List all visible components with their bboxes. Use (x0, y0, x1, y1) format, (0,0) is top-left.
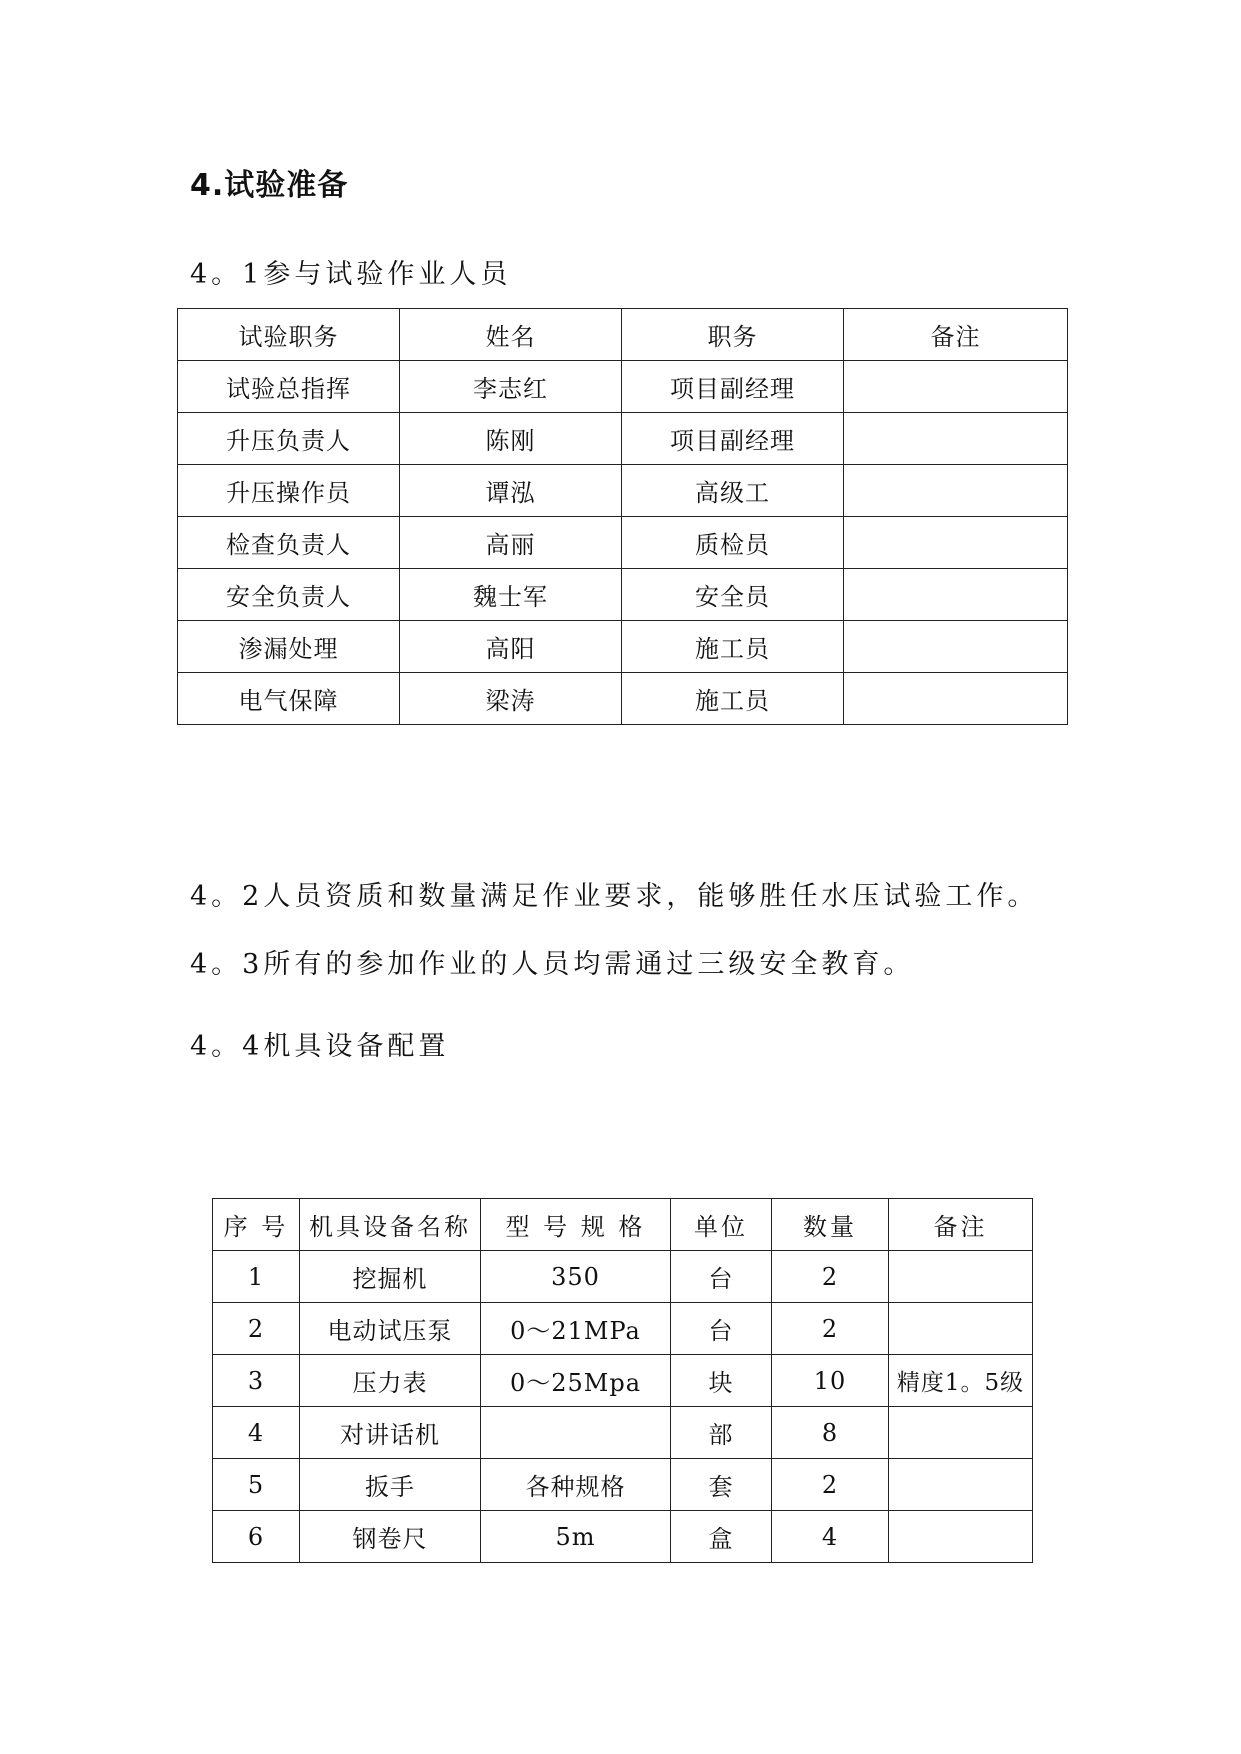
table-cell: 高阳 (400, 621, 622, 673)
table-cell: 安全负责人 (178, 569, 400, 621)
table-cell: 0～21MPa (481, 1303, 671, 1355)
table-cell: 4 (772, 1511, 889, 1563)
personnel-table (177, 308, 1068, 725)
header-cell: 序 号 (213, 1199, 300, 1251)
table-cell: 谭泓 (400, 465, 622, 517)
table-cell: 块 (671, 1355, 772, 1407)
header-cell: 职务 (622, 309, 844, 361)
table-cell: 2 (772, 1459, 889, 1511)
table-row (178, 621, 1068, 673)
table-cell: 电动试压泵 (300, 1303, 481, 1355)
table-cell: 台 (671, 1251, 772, 1303)
header-cell: 型 号 规 格 (481, 1199, 671, 1251)
header-cell: 机具设备名称 (300, 1199, 481, 1251)
table-cell: 检查负责人 (178, 517, 400, 569)
table-cell: 项目副经理 (622, 413, 844, 465)
table-cell: 1 (213, 1251, 300, 1303)
table-cell: 10 (772, 1355, 889, 1407)
table-cell: 陈刚 (400, 413, 622, 465)
table-cell: 4 (213, 1407, 300, 1459)
table-cell: 施工员 (622, 673, 844, 725)
table-cell (844, 621, 1068, 673)
equipment-table (212, 1198, 1033, 1563)
table-cell: 质检员 (622, 517, 844, 569)
table-row (213, 1407, 1033, 1459)
table-cell: 钢卷尺 (300, 1511, 481, 1563)
table-cell: 试验总指挥 (178, 361, 400, 413)
table-cell: 各种规格 (481, 1459, 671, 1511)
table-cell (844, 465, 1068, 517)
table-cell: 3 (213, 1355, 300, 1407)
table-row (178, 517, 1068, 569)
table-cell: 2 (772, 1303, 889, 1355)
table-row (178, 673, 1068, 725)
table-cell (844, 413, 1068, 465)
table-cell: 2 (213, 1303, 300, 1355)
table-row (213, 1355, 1033, 1407)
table-cell (844, 569, 1068, 621)
table-cell: 高丽 (400, 517, 622, 569)
table-row (178, 413, 1068, 465)
subsection-4-1: 4。1参与试验作业人员 (190, 259, 512, 290)
header-cell: 试验职务 (178, 309, 400, 361)
table-header-row (178, 309, 1068, 361)
header-cell: 姓名 (400, 309, 622, 361)
subsection-4-2: 4。2人员资质和数量满足作业要求，能够胜任水压试验工作。 (190, 881, 1039, 912)
table-cell: 电气保障 (178, 673, 400, 725)
table-row (213, 1251, 1033, 1303)
table-row (213, 1511, 1033, 1563)
table-cell: 渗漏处理 (178, 621, 400, 673)
table-cell: 5m (481, 1511, 671, 1563)
table-cell (889, 1511, 1033, 1563)
table-cell: 高级工 (622, 465, 844, 517)
table-header-row (213, 1199, 1033, 1251)
table-row (178, 569, 1068, 621)
table-row (213, 1459, 1033, 1511)
table-cell (844, 361, 1068, 413)
header-cell: 备注 (889, 1199, 1033, 1251)
table-cell: 套 (671, 1459, 772, 1511)
table-cell: 台 (671, 1303, 772, 1355)
table-cell: 精度1。5级 (889, 1355, 1033, 1407)
header-cell: 数量 (772, 1199, 889, 1251)
table-cell: 350 (481, 1251, 671, 1303)
table-row (178, 361, 1068, 413)
table-cell: 扳手 (300, 1459, 481, 1511)
table-cell: 升压操作员 (178, 465, 400, 517)
table-cell (844, 673, 1068, 725)
section-title: 4.试验准备 (190, 168, 349, 203)
header-cell: 备注 (844, 309, 1068, 361)
table-cell: 0～25Mpa (481, 1355, 671, 1407)
table-cell: 李志红 (400, 361, 622, 413)
table-row (178, 465, 1068, 517)
table-cell (844, 517, 1068, 569)
table-cell: 安全员 (622, 569, 844, 621)
table-cell: 梁涛 (400, 673, 622, 725)
table-cell: 升压负责人 (178, 413, 400, 465)
table-cell (889, 1303, 1033, 1355)
table-cell: 项目副经理 (622, 361, 844, 413)
table-cell: 8 (772, 1407, 889, 1459)
subsection-4-4: 4。4机具设备配置 (190, 1031, 450, 1062)
table-cell: 2 (772, 1251, 889, 1303)
table-cell (889, 1251, 1033, 1303)
table-cell: 挖掘机 (300, 1251, 481, 1303)
table-cell (889, 1407, 1033, 1459)
table-cell (889, 1459, 1033, 1511)
header-cell: 单位 (671, 1199, 772, 1251)
table-cell: 6 (213, 1511, 300, 1563)
table-cell: 压力表 (300, 1355, 481, 1407)
table-cell: 对讲话机 (300, 1407, 481, 1459)
table-cell: 施工员 (622, 621, 844, 673)
table-cell: 盒 (671, 1511, 772, 1563)
table-row (213, 1303, 1033, 1355)
table-cell: 部 (671, 1407, 772, 1459)
table-cell: 魏士军 (400, 569, 622, 621)
table-cell: 5 (213, 1459, 300, 1511)
subsection-4-3: 4。3所有的参加作业的人员均需通过三级安全教育。 (190, 949, 915, 980)
table-cell (481, 1407, 671, 1459)
